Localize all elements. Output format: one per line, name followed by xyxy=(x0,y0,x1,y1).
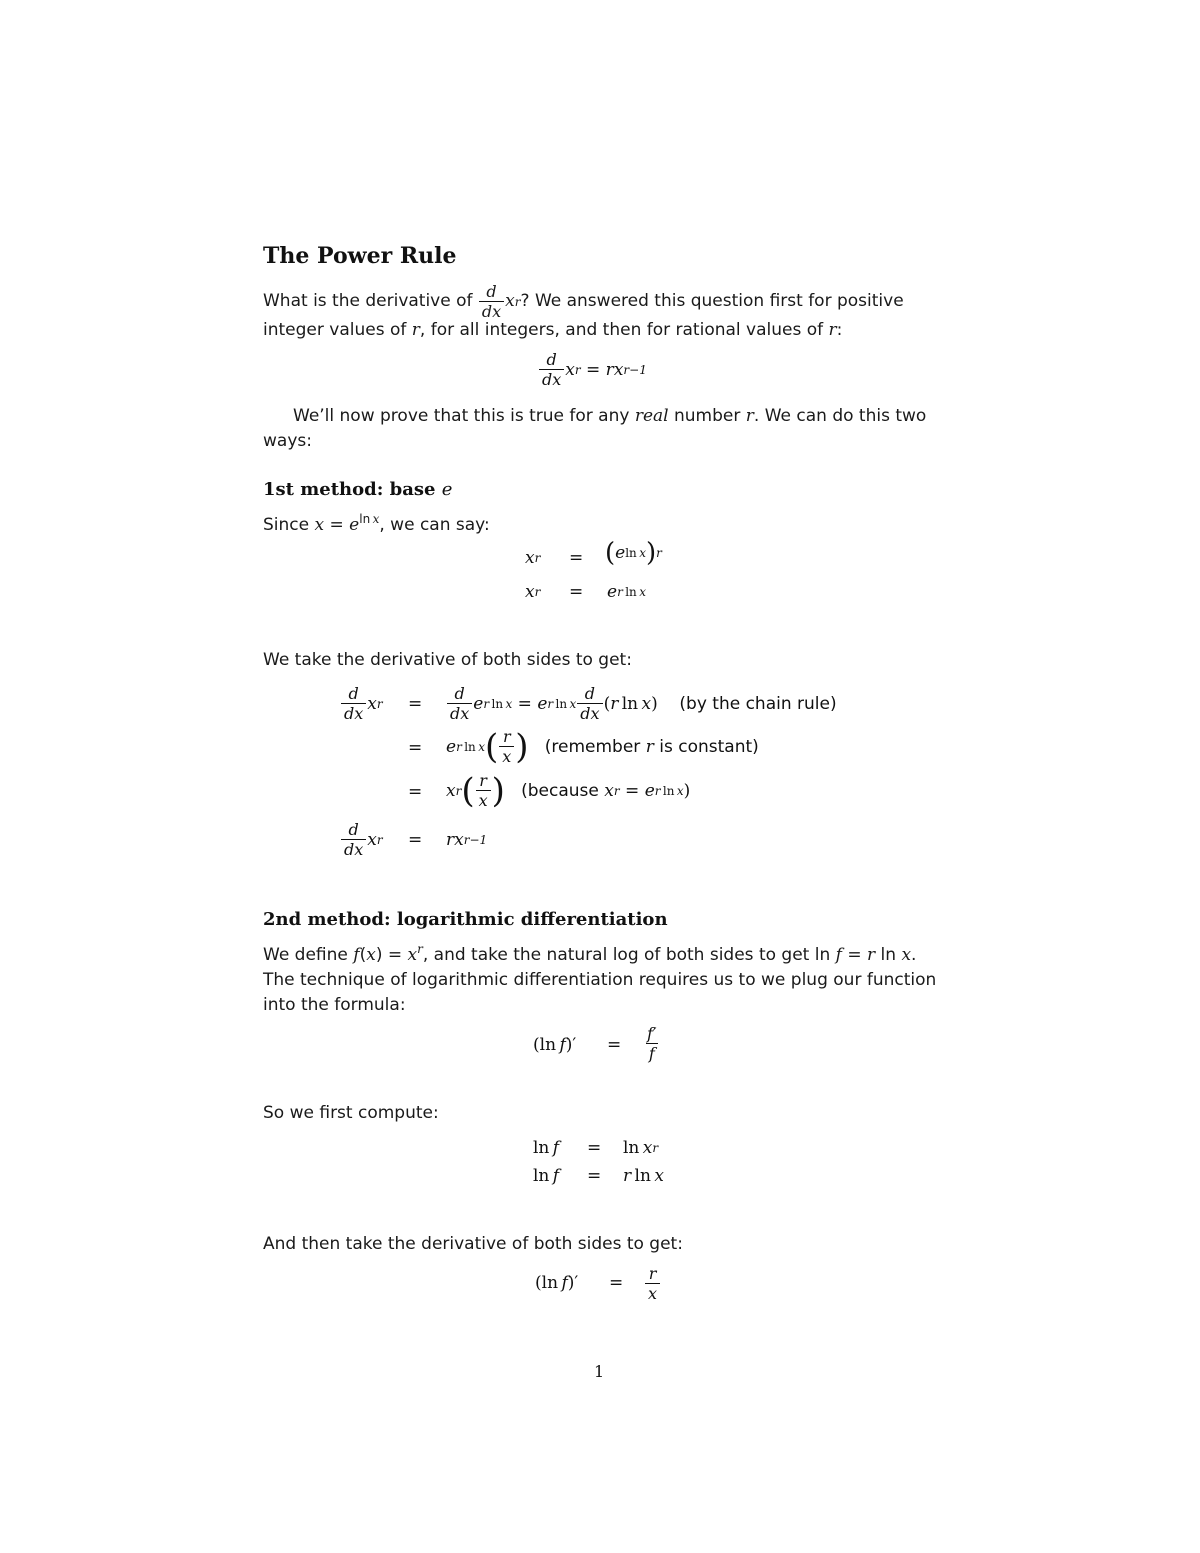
technique-line: The technique of logarithmic differentiation requires us to we plug our function xyxy=(263,970,937,990)
prove-line-1 xyxy=(293,404,926,429)
ln-op: ln xyxy=(533,1166,550,1186)
equals-sign: = xyxy=(586,359,601,380)
frac-den: dx xyxy=(341,839,366,859)
equals-sign: = xyxy=(569,582,584,602)
r-var: r xyxy=(623,1166,632,1186)
x-var: x xyxy=(367,693,377,714)
x-var: x xyxy=(478,739,485,754)
section1-heading-text: 1st method: base xyxy=(263,479,436,500)
e-var: e xyxy=(644,780,655,801)
x-var: x xyxy=(639,546,646,560)
r-exp: r xyxy=(417,942,423,956)
deriv-row4-lhs: $\frac{d}{dx}$ x r xyxy=(340,820,383,859)
final-rhs xyxy=(644,1264,661,1303)
x-var: x xyxy=(565,359,575,380)
equals-sign: = xyxy=(329,515,344,535)
ln-op: ln xyxy=(555,696,568,711)
x-var: x xyxy=(505,696,513,711)
equals-sign: = xyxy=(609,1273,624,1293)
logdiff-rhs: $\frac{f'}{f}$ xyxy=(647,1024,657,1063)
equals-sign: = xyxy=(408,782,423,802)
section1-heading xyxy=(263,479,452,500)
x-var: x xyxy=(604,780,614,801)
frac-den: f xyxy=(646,1043,658,1063)
intro-line-1: What is the derivative of $\frac{d}{dx}$ x r ? We answered this question first for positive xyxy=(263,282,904,321)
take-derivative-line: We take the derivative of both sides to get: xyxy=(263,650,632,670)
intro-line-2 xyxy=(263,318,842,343)
ln-op: ln xyxy=(625,546,637,560)
ln-op: ln xyxy=(359,512,371,526)
ln-op: ln xyxy=(621,693,639,714)
equals-sign: = xyxy=(408,694,423,714)
ln-op: ln xyxy=(814,945,831,965)
r-var: r xyxy=(654,783,661,798)
f-var: f xyxy=(559,1035,566,1055)
x-var: x xyxy=(446,780,456,801)
chain-rule-note: (by the chain rule) xyxy=(679,693,837,714)
first-compute-line: So we first compute: xyxy=(263,1103,439,1123)
compute-row1-lhs xyxy=(533,1138,559,1158)
r-var: r xyxy=(867,945,876,965)
equals-sign: = xyxy=(517,693,532,714)
because-note: (because xyxy=(521,780,599,801)
e-var: e xyxy=(473,693,484,714)
equals-sign: = xyxy=(587,1166,602,1186)
deriv-row1-lhs: $\frac{d}{dx}$ x r xyxy=(340,684,383,723)
deriv-row1-rhs: $\frac{d}{dx}$ e r ln x = e r ln x $\frac{d}{dx}$ ( r ln x ) (by the chain rule) xyxy=(446,684,837,723)
compute-row1-rhs: ln x r xyxy=(623,1138,659,1158)
f-var: f xyxy=(552,1166,560,1186)
x-var: x xyxy=(407,945,418,965)
x-var: x xyxy=(372,512,380,526)
r-var: r xyxy=(446,830,455,850)
frac-den: dx xyxy=(447,703,472,723)
define-text-a: We define xyxy=(263,945,348,965)
intro-line2-b: , for all integers, and then for rational values of xyxy=(419,320,824,340)
ln-op: ln xyxy=(623,1138,640,1158)
equals-sign: = xyxy=(847,945,862,965)
since-text-a: Since xyxy=(263,515,310,535)
f-var: f xyxy=(552,1138,560,1158)
prove-text-c: . We can do this two xyxy=(753,406,927,426)
intro-text-b: ? We answered this question first for positive xyxy=(520,291,904,311)
e-var: e xyxy=(349,515,360,535)
page-number: 1 xyxy=(594,1362,605,1381)
frac-num: r xyxy=(502,727,511,746)
ln-op: ln xyxy=(662,783,675,798)
ln-op: ln xyxy=(541,1273,559,1293)
constant-note-a: (remember xyxy=(544,736,641,757)
frac-num: d xyxy=(546,350,557,369)
deriv-row2-rhs: e r ln x ( $\frac{r}{x}$ ) (remember r is constant) xyxy=(446,726,759,767)
f-var: f xyxy=(561,1273,568,1293)
ln-op: ln xyxy=(880,945,897,965)
frac-den: dx xyxy=(539,369,564,389)
r-var: r xyxy=(828,320,837,340)
equals-sign: = xyxy=(587,1138,602,1158)
ln-op: ln xyxy=(625,585,637,599)
eqarray1-row1-rhs: ( e ln x ) r xyxy=(605,538,662,568)
then-derivative-line: And then take the derivative of both sides to get: xyxy=(263,1234,683,1254)
frac-num: d xyxy=(348,820,359,839)
ln-op: ln xyxy=(464,739,476,754)
intro-text-a: What is the derivative of xyxy=(263,291,473,311)
power-rule-equation: $\frac{d}{dx}$ x r = r x r−1 xyxy=(538,350,647,389)
x-var: x xyxy=(525,548,535,568)
x-var: x xyxy=(314,515,325,535)
x-var: x xyxy=(654,1166,664,1186)
r-var: r xyxy=(610,693,619,714)
equals-sign: = xyxy=(408,830,423,850)
compute-row2-rhs xyxy=(623,1166,664,1186)
compute-row2-lhs xyxy=(533,1166,559,1186)
x-var: x xyxy=(454,830,464,850)
eqarray1-row2-lhs: x r xyxy=(525,582,541,602)
x-var: x xyxy=(367,829,377,850)
equals-sign: = xyxy=(387,945,403,965)
r-var: r xyxy=(483,696,490,711)
intro-line2-a: integer values of xyxy=(263,320,407,340)
since-text-b: , we can say: xyxy=(379,515,490,535)
frac-num: d xyxy=(348,684,359,703)
e-var: e xyxy=(441,479,453,500)
frac-den: dx xyxy=(341,703,366,723)
r-var: r xyxy=(456,739,462,754)
r-var: r xyxy=(411,320,420,340)
deriv-row4-rhs: r x r−1 xyxy=(446,830,488,850)
x-var: x xyxy=(676,783,684,798)
section2-heading: 2nd method: logarithmic differentiation xyxy=(263,909,668,930)
eqarray1-row1-lhs: x r xyxy=(525,548,541,568)
eqarray1-row2-rhs xyxy=(607,582,646,602)
constant-note-b: is constant) xyxy=(659,736,759,757)
equals-sign: = xyxy=(607,1035,622,1055)
final-lhs: ( ln f )′ xyxy=(535,1273,579,1293)
x-var: x xyxy=(901,945,912,965)
define-text-b: , and take the natural log of both sides to get xyxy=(422,945,810,965)
frac-num: d xyxy=(454,684,465,703)
e-var: e xyxy=(446,736,457,757)
frac-den: dx xyxy=(479,301,504,321)
e-var: e xyxy=(607,582,618,602)
equals-sign: = xyxy=(569,548,584,568)
x-var: x xyxy=(525,582,535,602)
r-var: r xyxy=(645,736,654,757)
ln-op: ln xyxy=(539,1035,557,1055)
ln-op: ln xyxy=(634,1166,651,1186)
frac-den: dx xyxy=(577,703,602,723)
r-var: r xyxy=(605,359,614,380)
frac-den: x xyxy=(476,790,491,810)
x-var: x xyxy=(641,693,652,714)
equals-sign: = xyxy=(625,780,640,801)
e-var: e xyxy=(537,693,548,714)
frac-den: x xyxy=(645,1283,660,1303)
e-var: e xyxy=(615,543,626,563)
x-var: x xyxy=(639,585,646,599)
logdiff-lhs: ( ln f )′ xyxy=(533,1035,577,1055)
f-var: f xyxy=(353,945,360,965)
f-var: f xyxy=(835,945,842,965)
define-line: We define $f(x) = x^r$, and take the natural log of both sides to get ln f = r ln x. xyxy=(263,942,917,965)
x-var: x xyxy=(505,291,515,311)
frac-num: r xyxy=(648,1264,657,1283)
frac-num: r xyxy=(479,771,487,790)
frac-num: d xyxy=(486,282,497,301)
r-var: r xyxy=(547,696,554,711)
intro-line2-c: : xyxy=(836,320,843,340)
equals-sign: = xyxy=(408,738,423,758)
ln-op: ln xyxy=(491,696,504,711)
r-var: r xyxy=(745,406,754,426)
prove-text-a: We’ll now prove that this is true for any xyxy=(293,406,630,426)
prove-text-b: number xyxy=(673,406,741,426)
ln-op: ln xyxy=(533,1138,550,1158)
x-var: x xyxy=(366,945,376,965)
real-emph: real xyxy=(634,406,669,426)
frac-num: d xyxy=(584,684,596,703)
prove-line-2: ways: xyxy=(263,431,312,451)
since-line xyxy=(263,513,490,538)
deriv-row3-rhs: x r ( $\frac{r}{x}$ ) (because x r = e r ln x ) xyxy=(446,770,691,811)
x-var: x xyxy=(613,359,624,380)
page-title: The Power Rule xyxy=(263,243,457,269)
formula-line: into the formula: xyxy=(263,995,406,1015)
x-var: x xyxy=(642,1138,653,1158)
frac-den: x xyxy=(499,746,514,766)
x-var: x xyxy=(569,696,577,711)
f-var: f xyxy=(647,1024,653,1043)
r-var: r xyxy=(617,585,623,599)
d-dx-fraction xyxy=(479,282,504,321)
